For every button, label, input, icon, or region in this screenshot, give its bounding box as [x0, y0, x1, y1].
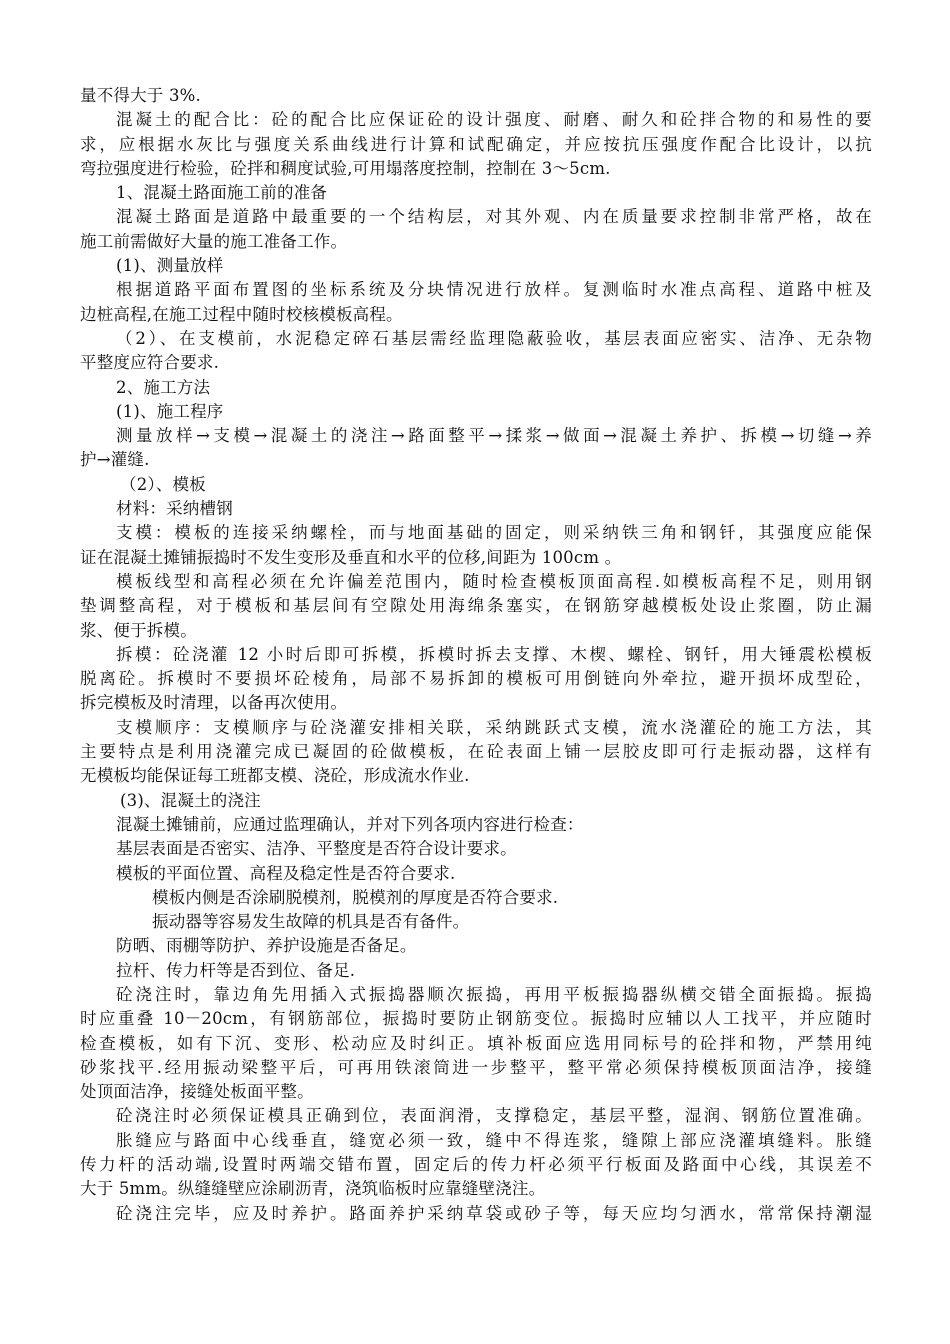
text-line: 混凝土的配合比：砼的配合比应保证砼的设计强度、耐磨、耐久和砼拌合物的和易性的要 [116, 110, 872, 130]
text-line: 支模顺序：支模顺序与砼浇灌安排相关联，采纳跳跃式支模，流水浇灌砼的施工方法，其 [116, 717, 872, 737]
text-line: 砼浇注时必须保证模具正确到位，表面润滑，支撑稳定，基层平整，湿润、钢筋位置准确。 [116, 1106, 872, 1126]
text-line: (1)、测量放样 [116, 256, 224, 276]
text-line: 平整度应符合要求. [80, 353, 220, 373]
text-line: 防晒、雨棚等防护、养护设施是否备足。 [116, 936, 417, 956]
text-line: 模板内侧是否涂刷脱模剂，脱模剂的厚度是否符合要求. [152, 887, 559, 907]
text-line: 拆模：砼浇灌 12 小时后即可拆模，拆模时拆去支撑、木楔、螺栓、钢钎，用大锤震松模板 [116, 644, 872, 664]
text-line: 模板线型和高程必须在允许偏差范围内，随时检查模板顶面高程.如模板高程不足，则用钢 [116, 571, 872, 591]
text-line: 时应重叠 10－20cm，有钢筋部位，振捣时要防止钢筋变位。振捣时应辅以人工找平，并应随时 [80, 1009, 872, 1029]
text-line: 砂浆找平.经用振动梁整平后，可再用铁滚筒进一步整平，整平常必须保持模板顶面洁净，接缝 [80, 1057, 872, 1077]
text-line: 拉杆、传力杆等是否到位、备足. [116, 960, 356, 980]
text-line: 浆、便于拆模。 [80, 620, 197, 640]
text-line: (1)、施工程序 [116, 401, 224, 421]
text-line: 垫调整高程，对于模板和基层间有空隙处用海绵条塞实，在钢筋穿越模板处设止浆圈，防止漏 [80, 596, 872, 616]
text-line: 边桩高程,在施工过程中随时校核模板高程。 [80, 304, 403, 324]
text-line: 1、混凝土路面施工前的准备 [116, 183, 328, 203]
text-line: 处顶面洁净，接缝处板面平整。 [80, 1082, 314, 1102]
text-line: 检查模板，如有下沉、变形、松动应及时纠正。填补板面应选用同标号的砼拌和物，严禁用纯 [80, 1033, 872, 1053]
body-text [80, 84, 872, 1226]
text-line: 脱离砼。拆模时不要损坏砼棱角，局部不易拆卸的模板可用倒链向外牵拉，避开损坏成型砼， [80, 669, 872, 689]
text-line: （2）、模板 [120, 474, 206, 494]
text-line: 混凝土路面是道路中最重要的一个结构层，对其外观、内在质量要求控制非常严格，故在 [116, 207, 872, 227]
text-line: 砼浇注时，靠边角先用插入式振捣器顺次振捣，再用平板振捣器纵横交错全面振捣。振捣 [116, 984, 872, 1004]
text-line: 传力杆的活动端,设置时两端交错布置，固定后的传力杆必须平行板面及路面中心线，其误差不 [80, 1155, 872, 1175]
text-line: 支模：模板的连接采纳螺栓，而与地面基础的固定，则采纳铁三角和钢钎，其强度应能保 [116, 523, 872, 543]
text-line: 拆完模板及时清理，以备再次使用。 [80, 693, 348, 713]
text-line: 求，应根据水灰比与强度关系曲线进行计算和试配确定，并应按抗压强度作配合比设计，以抗 [80, 134, 872, 154]
text-line: 量不得大于 3%. [80, 86, 201, 105]
text-line: 材料：采纳槽钢 [116, 499, 233, 519]
text-line: 证在混凝土摊铺振捣时不发生变形及垂直和水平的位移,间距为 100cm 。 [80, 547, 622, 567]
text-line: 模板的平面位置、高程及稳定性是否符合要求. [116, 863, 456, 883]
text-line: 弯拉强度进行检验，砼拌和稠度试验,可用塌落度控制，控制在 3～5cm. [80, 158, 611, 178]
text-line: 根据道路平面布置图的坐标系统及分块情况进行放样。复测临时水准点高程、道路中桩及 [116, 280, 872, 300]
text-line: 测量放样→支模→混凝土的浇注→路面整平→揉浆→做面→混凝土养护、拆模→切缝→养 [116, 426, 872, 446]
text-line: 主要特点是利用浇灌完成已凝固的砼做模板，在砼表面上铺一层胶皮即可行走振动器，这样有 [80, 742, 872, 762]
text-line: 混凝土摊铺前，应通过监理确认，并对下列各项内容进行检查： [116, 814, 584, 834]
text-line: 胀缝应与路面中心线垂直，缝宽必须一致，缝中不得连浆，缝隙上部应浇灌填缝料。胀缝 [116, 1130, 872, 1150]
text-line: 2、施工方法 [116, 377, 211, 397]
text-line: 护→灌缝. [80, 450, 150, 470]
text-line: 振动器等容易发生故障的机具是否有备件。 [152, 912, 470, 932]
text-line: 大于 5mm。纵缝缝壁应涂刷沥青，浇筑临板时应靠缝壁浇注。 [80, 1179, 546, 1199]
text-line: （2）、在支模前，水泥稳定碎石基层需经监理隐蔽验收，基层表面应密实、洁净、无杂物 [116, 328, 872, 348]
text-line: (3)、混凝土的浇注 [120, 790, 261, 810]
text-line: 基层表面是否密实、洁净、平整度是否符合设计要求。 [116, 839, 517, 859]
text-line: 砼浇注完毕，应及时养护。路面养护采纳草袋或砂子等，每天应均匀洒水，常常保持潮湿 [116, 1203, 872, 1223]
text-line: 无模板均能保证每工班都支模、浇砼，形成流水作业. [80, 766, 470, 786]
text-line: 施工前需做好大量的施工准备工作。 [80, 231, 348, 251]
